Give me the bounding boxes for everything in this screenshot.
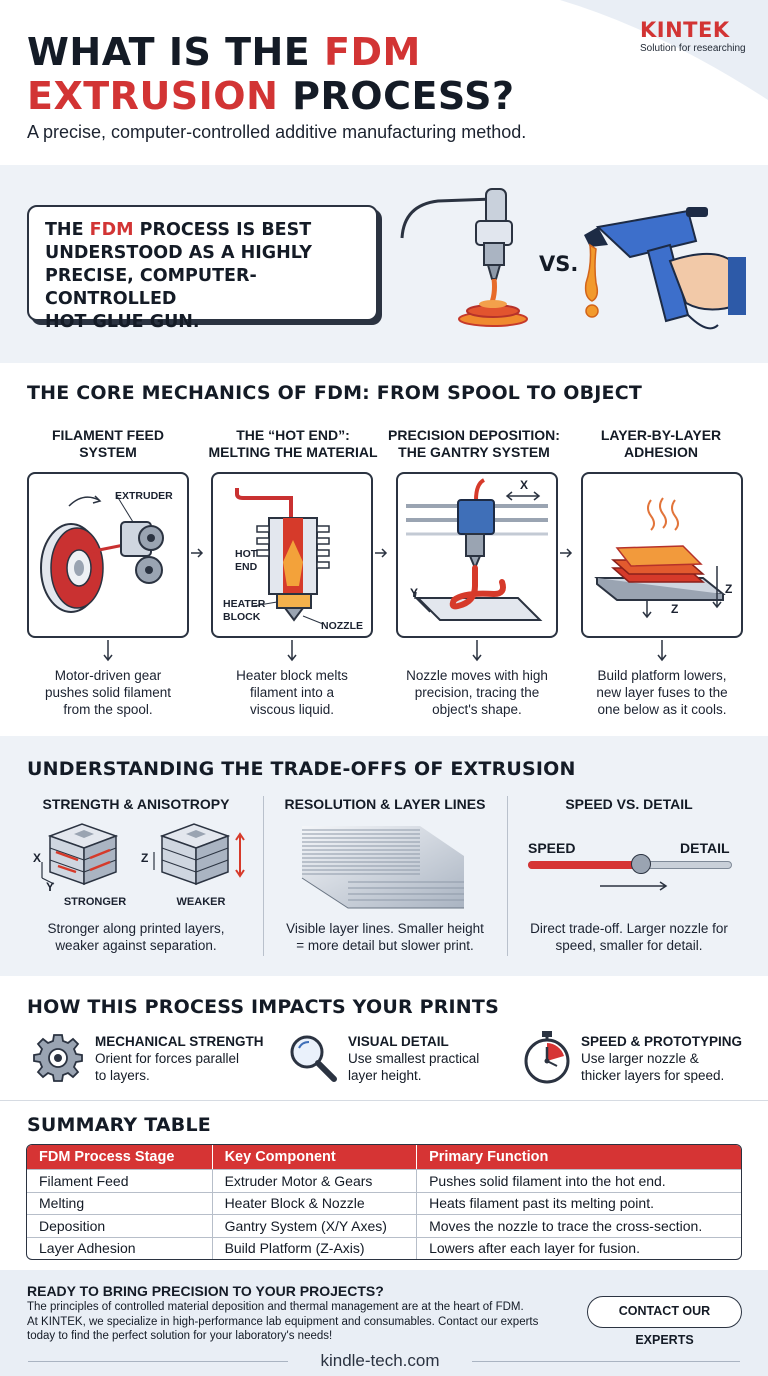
summary-separator [0, 1100, 768, 1101]
label-hot-end: HOT END [235, 548, 258, 573]
slider-thumb[interactable] [631, 854, 651, 874]
footer-divider [28, 1361, 288, 1362]
table-row [27, 1214, 741, 1237]
direction-arrow [598, 880, 670, 892]
stronger-label: STRONGER [63, 896, 127, 908]
table-cell: Heats filament past its melting point. [417, 1192, 741, 1215]
column-header: Primary Function [417, 1145, 741, 1169]
down-arrow [102, 640, 114, 662]
footer-divider [472, 1361, 740, 1362]
impact-speed-title: SPEED & PROTOTYPING [581, 1034, 743, 1049]
divider [507, 796, 508, 956]
contact-button-label: CONTACT OUR EXPERTS [618, 1304, 711, 1347]
stage-desc-adhesion: Build platform lowers, new layer fuses to the one below as it cools. [596, 668, 728, 717]
axis-y-label: Y [46, 880, 55, 894]
stage-title-feed: FILAMENT FEED SYSTEM [52, 427, 164, 460]
anisotropy-illustration [30, 822, 250, 892]
stage-desc-hotend: Heater block melts filament into a viscous liquid. [236, 668, 348, 717]
impact-strength-desc: Orient for forces parallel to layers. [95, 1051, 240, 1083]
table-cell: Filament Feed [27, 1169, 213, 1192]
table-cell: Lowers after each layer for fusion. [417, 1237, 741, 1260]
page-title [27, 30, 587, 118]
label-axis-z: Z [725, 582, 733, 596]
page-subtitle: A precise, computer-controlled additive manufacturing method. [27, 122, 527, 142]
stage-desc-feed: Motor-driven gear pushes solid filament from the spool. [44, 668, 172, 717]
impact-speed [581, 1034, 751, 1084]
flow-arrow [190, 548, 204, 558]
stopwatch-icon [521, 1030, 573, 1084]
stage-card-hotend [211, 472, 373, 638]
label-nozzle: NOZZLE [321, 620, 363, 632]
stage-card-adhesion [581, 472, 743, 638]
speed-detail-slider[interactable] [528, 858, 732, 872]
analogy-text: THE FDM PROCESS IS BEST UNDERSTOOD AS A HIGHLY PRECISE, COMPUTER-CONTROLLED HOT GLUE GUN. [45, 220, 312, 332]
tradeoffs-title: UNDERSTANDING THE TRADE-OFFS OF EXTRUSION [27, 758, 576, 780]
title-highlight: FDM [323, 30, 421, 74]
label-axis-z: Z [671, 602, 679, 616]
flow-arrow [374, 548, 388, 558]
brand-name: KINTEK [640, 18, 730, 42]
axis-z-label: Z [141, 851, 149, 865]
impact-detail-title: VISUAL DETAIL [348, 1034, 449, 1049]
table-cell: Build Platform (Z-Axis) [213, 1237, 418, 1260]
title-part: PROCESS? [278, 74, 515, 118]
speed-detail-desc: Direct trade-off. Larger nozzle for speed, smaller for detail. [530, 921, 728, 953]
resolution-title: RESOLUTION & LAYER LINES [284, 796, 486, 812]
summary-table [26, 1144, 742, 1260]
strength-desc: Stronger along printed layers, weaker against separation. [47, 921, 225, 953]
versus-label: VS. [539, 252, 579, 276]
header [0, 0, 768, 165]
stage-title-hotend: THE “HOT END”: MELTING THE MATERIAL [208, 427, 378, 460]
table-cell: Extruder Motor & Gears [213, 1169, 418, 1192]
title-part: WHAT IS THE [27, 30, 324, 74]
flow-arrow [559, 548, 573, 558]
impact-detail-desc: Use smallest practical layer height. [348, 1051, 480, 1083]
resolution-desc: Visible layer lines. Smaller height = more detail but slower print. [286, 921, 484, 953]
column-header: Key Component [213, 1145, 418, 1169]
slider-fill [528, 861, 640, 869]
table-cell: Melting [27, 1192, 213, 1215]
magnifier-icon [287, 1032, 339, 1084]
stage-title-gantry: PRECISION DEPOSITION: THE GANTRY SYSTEM [388, 427, 560, 460]
footer-url[interactable]: kindle-tech.com [320, 1351, 440, 1370]
speed-label: SPEED [528, 840, 576, 856]
impacts-title: HOW THIS PROCESS IMPACTS YOUR PRINTS [27, 996, 499, 1018]
analogy-card [27, 205, 382, 332]
table-row [27, 1192, 741, 1215]
down-arrow [471, 640, 483, 662]
gear-icon [33, 1032, 83, 1082]
table-cell: Gantry System (X/Y Axes) [213, 1214, 418, 1237]
detail-label: DETAIL [680, 840, 730, 856]
robot-extruder-illustration [398, 183, 538, 348]
table-cell: Heater Block & Nozzle [213, 1192, 418, 1215]
table-cell: Layer Adhesion [27, 1237, 213, 1260]
down-arrow [286, 640, 298, 662]
label-axis-x: X [520, 478, 529, 492]
strength-title: STRENGTH & ANISOTROPY [42, 796, 230, 812]
table-row [27, 1237, 741, 1260]
glue-gun-illustration [578, 205, 748, 335]
table-cell: Moves the nozzle to trace the cross-section. [417, 1214, 741, 1237]
table-header-row [27, 1145, 741, 1169]
table-row [27, 1169, 741, 1192]
table-cell: Pushes solid filament into the hot end. [417, 1169, 741, 1192]
cta-body: The principles of controlled material deposition and thermal management are at the heart of FDM. At KINTEK, we specialize in high-performance lab equipment and consumables. Contact our experts today to find the perfect solution for your laboratory's needs! [27, 1301, 539, 1342]
summary-title: SUMMARY TABLE [27, 1114, 211, 1136]
label-extruder: EXTRUDER [115, 490, 173, 502]
impact-strength-title: MECHANICAL STRENGTH [95, 1034, 264, 1049]
stage-card-feed [27, 472, 189, 638]
label-heater-block: HEATER BLOCK [223, 598, 266, 623]
label-axis-y: Y [410, 586, 419, 600]
cta-title: READY TO BRING PRECISION TO YOUR PROJECTS? [27, 1283, 384, 1299]
stage-card-gantry [396, 472, 558, 638]
gantry-illustration [398, 474, 556, 636]
impact-detail [348, 1034, 518, 1084]
speed-detail-title: SPEED VS. DETAIL [565, 796, 693, 812]
weaker-label: WEAKER [176, 896, 226, 908]
stage-desc-gantry: Nozzle moves with high precision, tracing the object's shape. [406, 668, 548, 717]
layer-stack-illustration [583, 474, 741, 636]
impact-strength [95, 1034, 270, 1084]
title-highlight: EXTRUSION [27, 74, 279, 118]
impact-speed-desc: Use larger nozzle & thicker layers for speed. [581, 1051, 725, 1083]
column-header: FDM Process Stage [27, 1145, 213, 1169]
brand-tagline: Solution for researching [640, 43, 746, 54]
layer-lines-illustration [300, 822, 466, 910]
axis-x-label: X [33, 851, 42, 865]
summary-table-wrap [26, 1144, 742, 1260]
mechanics-title: THE CORE MECHANICS OF FDM: FROM SPOOL TO OBJECT [27, 382, 643, 404]
stage-title-adhesion: LAYER-BY-LAYER ADHESION [600, 427, 722, 460]
brand-logo[interactable] [640, 18, 758, 54]
table-cell: Deposition [27, 1214, 213, 1237]
down-arrow [656, 640, 668, 662]
contact-experts-button[interactable] [587, 1296, 742, 1347]
